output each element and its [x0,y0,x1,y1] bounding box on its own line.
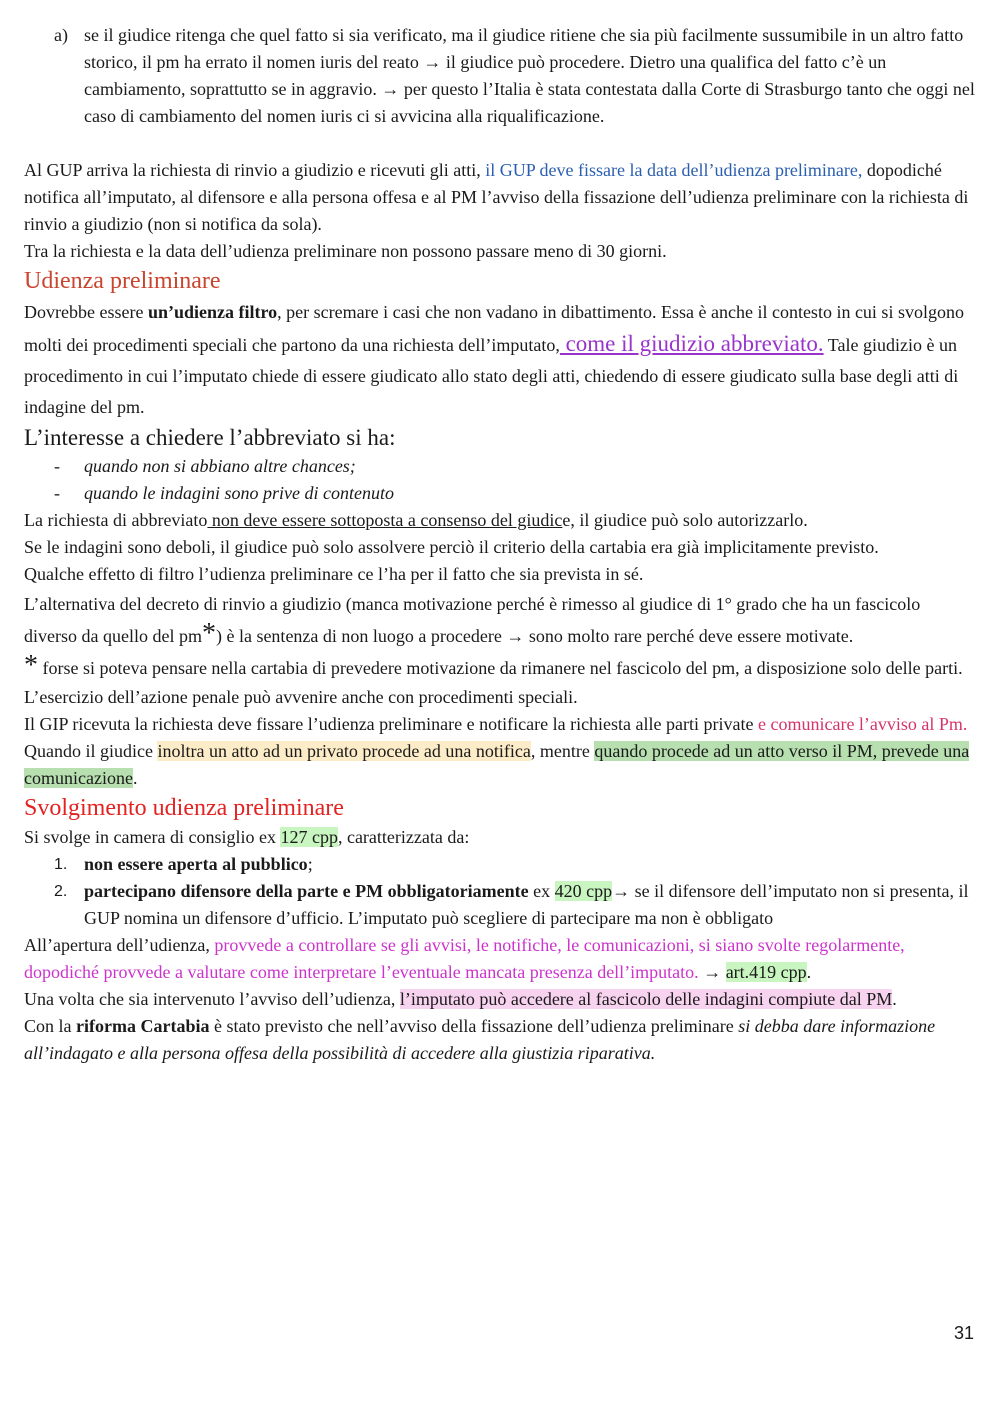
list-item [24,480,976,507]
text-run: , mentre [530,741,595,761]
paragraph-azione-penale: L’esercizio dell’azione penale può avvenire anche con procedimenti speciali. [24,687,578,707]
italic-text: si debba dare informazione all’indagato e alla persona offesa della possibilità di accedere alla giustizia riparativa. [24,1016,936,1063]
text-run: → se il difensore dell’imputato non si presenta, il GUP nomina un difensore d’ufficio. L’imputato può scegliere di partecipare ma non è obbligato [84,881,969,928]
list-marker: - [54,483,60,503]
paragraph-gup [24,157,976,238]
text-run: , per scremare i casi che non vadano in dibattimento. Essa è anche il contesto in cui si svolgono molti dei procedimenti speciali che partono da una richiesta dell’imputato, [24,302,964,355]
text-run: Si svolge in camera di consiglio ex [24,827,281,847]
document-body [24,22,976,1067]
list-item-text: quando le indagini sono prive di contenuto [84,483,394,503]
list-item-text: se il giudice ritenga che quel fatto si sia verificato, ma il giudice ritiene che sia più facilmente sussumibile in un altro fatto storico, il pm ha errato il nomen iuris del reato → il giudice può procedere. Dietro una qualifica del fatto c’è un cambiamento, soprattutto se in aggravio. → per questo l’Italia è stata contestata dalla Corte di Strasburgo tanto che oggi nel caso di cambiamento del nomen iuris ci si avvicina alla riqualificazione. [84,25,975,126]
list-marker: 2. [54,883,68,900]
bold-text: riforma Cartabia [76,1016,210,1036]
bold-text: partecipano difensore della parte e PM obbligatoriamente [84,881,529,901]
list-item [24,22,976,130]
list-item-text: quando non si abbiano altre chances; [84,456,356,476]
page-number: 31 [953,1323,974,1343]
text-run: ; [307,854,313,874]
paragraph-apertura [24,932,976,986]
magenta-text: provvede a controllare se gli avvisi, le notifiche, le comunicazioni, si siano svolte regolarmente, dopodiché provvede a valutare come interpretare l’eventuale mancata presenza dell’imputato. [24,935,905,982]
list-marker: - [54,456,60,476]
asterisk-mark: * [201,618,216,649]
blue-text: il GUP deve fissare la data dell’udienza preliminare, [485,160,863,180]
spacer [24,130,976,157]
text-run: forse si poteva pensare nella cartabia di prevedere motivazione da rimanere nel fascicolo del pm, a disposizione solo delle parti. [38,658,963,678]
bold-text: non essere aperta al pubblico [84,854,308,874]
list-item [24,878,976,932]
text-run: è stato previsto che nell’avviso della fissazione dell’udienza preliminare [209,1016,739,1036]
text-run: . [892,989,897,1009]
paragraph-cartabia [24,1013,976,1067]
highlight-419-cpp: art.419 cpp [725,962,807,982]
text-run: All’apertura dell’udienza, [24,935,215,955]
highlight-420-cpp: 420 cpp [554,881,613,901]
paragraph-alternativa [24,588,976,652]
list-marker: a) [54,25,68,45]
paragraph-richiesta-abbreviato [24,507,976,534]
text-run: Tale giudizio è un procedimento in cui l’imputato chiede di essere giudicato allo stato degli atti, chiedendo di essere giudicato sulla base degli atti di indagine del pm. [24,335,959,417]
alpha-list [24,22,976,130]
paragraph-gip [24,711,976,792]
paragraph-camera-consiglio [24,824,976,851]
dash-list [24,453,976,507]
highlight-fascicolo: l’imputato può accedere al fascicolo delle indagini compiute dal PM [399,989,893,1009]
text-run: Una volta che sia intervenuto l’avviso dell’udienza, [24,989,400,1009]
text-run: e, il giudice può solo autorizzarlo. [562,510,808,530]
highlight-notifica: inoltra un atto ad un privato procede ad una notifica [157,741,531,761]
text-run: , caratterizzata da: [337,827,470,847]
list-item [24,453,976,480]
heading-svolgimento: Svolgimento udienza preliminare [24,795,344,821]
text-run: Quando il giudice [24,741,158,761]
text-run: dopodiché notifica all’imputato, al difensore e alla persona offesa e al PM l’avviso della fissazione dell’udienza preliminare con la richiesta di rinvio a giudizio (non si notifica da sola). [24,160,969,234]
text-run: Con la [24,1016,76,1036]
text-run: . [132,768,138,788]
text-run: → [698,962,726,982]
highlight-comunicazione: quando procede ad un atto verso il PM, prevede una comunicazione [24,741,970,788]
paragraph-effetto-filtro: Qualche effetto di filtro l’udienza preliminare ce l’ha per il fatto che sia prevista in sé. [24,564,644,584]
text-run: Al GUP arriva la richiesta di rinvio a giudizio e ricevuti gli atti, [24,160,486,180]
highlight-127-cpp: 127 cpp [280,827,338,847]
paragraph-30-days: Tra la richiesta e la data dell’udienza preliminare non possono passare meno di 30 giorni. [24,241,667,261]
text-run: . [806,962,812,982]
list-item [24,851,976,878]
link-giudizio-abbreviato[interactable]: come il giudizio abbreviato. [559,331,824,356]
text-run: ex [528,881,555,901]
heading-udienza-preliminare: Udienza preliminare [24,268,221,294]
underlined-text: non deve essere sottoposta a consenso del giudic [207,510,563,530]
paragraph-indagini-deboli: Se le indagini sono deboli, il giudice può solo assolvere perciò il criterio della cartabia era già implicitamente previsto. [24,537,879,557]
text-run: ) è la sentenza di non luogo a procedere → sono molto rare perché deve essere motivate. [215,626,854,646]
text-run: Dovrebbe essere [24,302,148,322]
text-run: Il GIP ricevuta la richiesta deve fissare l’udienza preliminare e notificare la richiesta alle parti private [24,714,758,734]
paragraph-avviso [24,986,976,1013]
text-run: L’alternativa del decreto di rinvio a giudizio (manca motivazione perché è rimesso al giudice di 1° grado che ha un fascicolo diverso da quello del pm [24,594,921,646]
paragraph-footnote-star [24,652,976,684]
numbered-list [24,851,976,932]
subheading-interesse: L’interesse a chiedere l’abbreviato si ha: [24,425,396,450]
pink-text: e comunicare l’avviso al Pm. [757,714,968,734]
text-run: La richiesta di abbreviato [24,510,208,530]
bold-text: un’udienza filtro [147,302,278,322]
paragraph-filtro [24,297,976,423]
asterisk-mark: * [24,650,38,681]
list-marker: 1. [54,856,68,873]
